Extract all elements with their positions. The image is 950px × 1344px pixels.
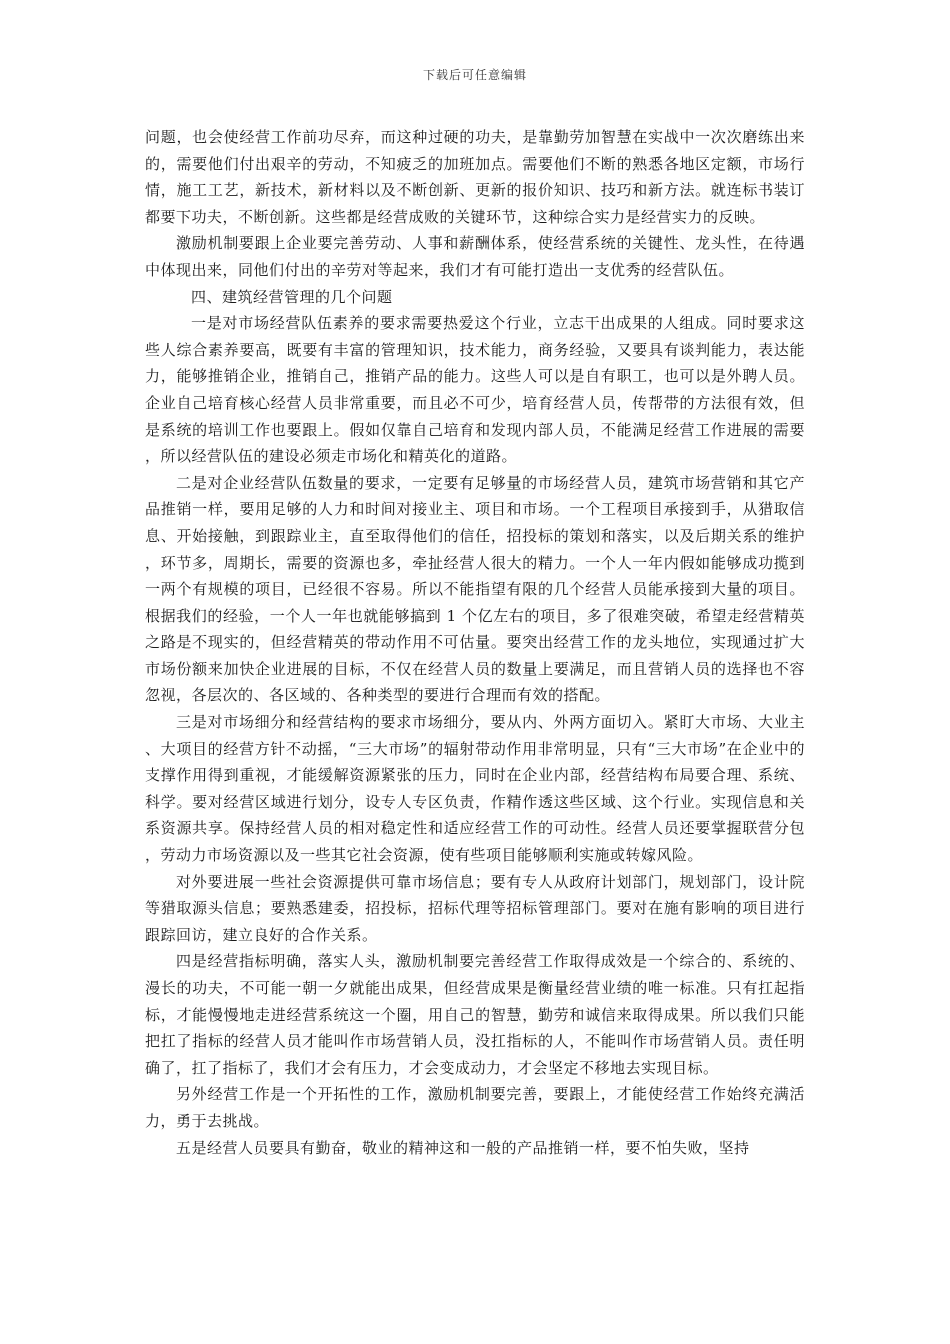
paragraph-continuation: 问题，也会使经营工作前功尽弃，而这种过硬的功夫，是靠勤劳加智慧在实战中一次次磨练出来的，需要他们付出艰辛的劳动，不知疲乏的加班加点。需要他们不断的熟悉各地区定额，市场行情，施工工艺，新技术，新材料以及不断创新、更新的报价知识、技巧和新方法。就连标书装订都要下功夫，不断创新。这些都是经营成败的关键环节，这种综合实力是经营实力的反映。 xyxy=(145,128,805,226)
paragraph-point-two: 二是对企业经营队伍数量的要求，一定要有足够量的市场经营人员，建筑市场营销和其它产品推销一样，要用足够的人力和时间对接业主、项目和市场。一个工程项目承接到手，从猎取信息、开始接触，到跟踪业主，直至取得他们的信任，招投标的策划和落实，以及后期关系的维护，环节多，周期长，需要的资源也多，牵扯经营人很大的精力。一个人一年内假如能够成功揽到一两个有规模的项目，已经很不容易。所以不能指望有限的几个经营人员能承接到大量的项目。根据我们的经验，一个人一年也就能够搞到 1 个亿左右的项目，多了很难突破，希望走经营精英之路是不现实的，但经营精英的带动作用不可估量。要突出经营工作的龙头地位，实现通过扩大市场份额来加快企业进展的目标，不仅在经营人员的数量上要满足，而且营销人员的选择也不容忽视，各层次的、各区域的、各种类型的要进行合理而有效的搭配。 xyxy=(145,473,805,705)
paragraph-point-four: 四是经营指标明确，落实人头，激励机制要完善经营工作取得成效是一个综合的、系统的、漫长的功夫，不可能一朝一夕就能出成果，但经营成果是衡量经营业绩的唯一标准。只有扛起指标，才能慢慢地走进经营系统这一个圈，用自己的智慧，勤劳和诚信来取得成果。所以我们只能把扛了指标的经营人员才能叫作市场营销人员，没扛指标的人，不能叫作市场营销人员。责任明确了，扛了指标了，我们才会有压力，才会变成动力，才会坚定不移地去实现目标。 xyxy=(145,952,805,1077)
paragraph-external-resources: 对外要进展一些社会资源提供可靠市场信息；要有专人从政府计划部门，规划部门，设计院等猎取源头信息；要熟悉建委，招投标，招标代理等招标管理部门。要对在施有影响的项目进行跟踪回访，建立良好的合作关系。 xyxy=(145,872,805,944)
paragraph-pioneering-work: 另外经营工作是一个开拓性的工作，激励机制要完善，要跟上，才能使经营工作始终充满活力，勇于去挑战。 xyxy=(145,1085,805,1130)
section-heading: 四、建筑经营管理的几个问题 xyxy=(191,287,393,306)
paragraph-point-five: 五是经营人员要具有勤奋，敬业的精神这和一般的产品推销一样，要不怕失败，坚持 xyxy=(176,1138,750,1157)
document-body xyxy=(145,124,805,1161)
paragraph-incentive-mechanism: 激励机制要跟上企业要完善劳动、人事和薪酬体系，使经营系统的关键性、龙头性，在待遇中体现出来，同他们付出的辛劳对等起来，我们才有可能打造出一支优秀的经营队伍。 xyxy=(145,234,805,279)
page-header: 下载后可任意编辑 xyxy=(422,68,527,82)
paragraph-point-three: 三是对市场细分和经营结构的要求市场细分，要从内、外两方面切入。紧盯大市场、大业主、大项目的经营方针不动摇，“三大市场”的辐射带动作用非常明显，只有“三大市场”在企业中的支撑作用得到重视，才能缓解资源紧张的压力，同时在企业内部，经营结构布局要合理、系统、科学。要对经营区域进行划分，设专人专区负责，作精作透这些区域、这个行业。实现信息和关系资源共享。保持经营人员的相对稳定性和适应经营工作的可动性。经营人员还要掌握联营分包，劳动力市场资源以及一些其它社会资源，使有些项目能够顺利实施或转嫁风险。 xyxy=(145,713,805,865)
paragraph-point-one: 一是对市场经营队伍素养的要求需要热爱这个行业，立志干出成果的人组成。同时要求这些人综合素养要高，既要有丰富的管理知识，技术能力，商务经验，又要具有谈判能力，表达能力，能够推销企业，推销自己，推销产品的能力。这些人可以是自有职工，也可以是外聘人员。企业自己培育核心经营人员非常重要，而且必不可少，培育经营人员，传帮带的方法很有效，但是系统的培训工作也要跟上。假如仅靠自己培育和发现内部人员，不能满足经营工作进展的需要，所以经营队伍的建设必须走市场化和精英化的道路。 xyxy=(145,314,805,466)
